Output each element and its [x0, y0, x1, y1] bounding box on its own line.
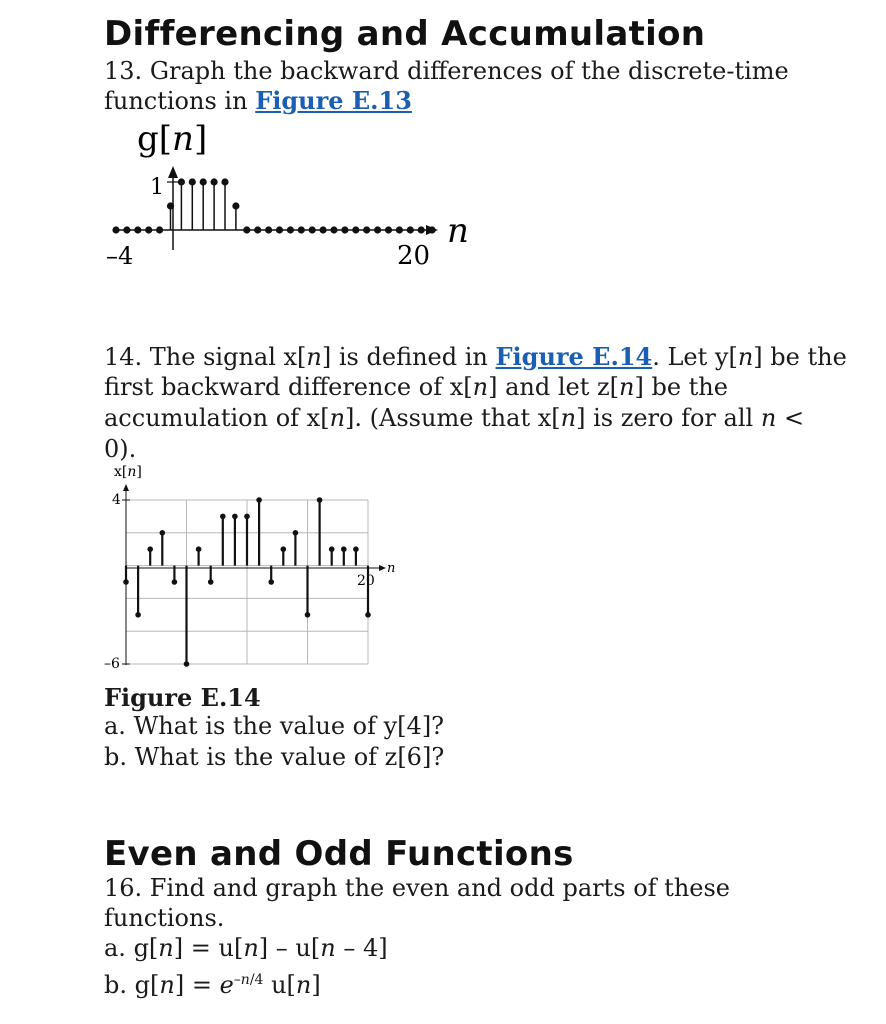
- q14-text-11: <: [783, 404, 805, 432]
- fig14-stem-point: [184, 661, 190, 667]
- fig13-stem-point: [221, 178, 228, 185]
- q16b-sup-minus: –: [233, 972, 241, 988]
- fig13-stem-point: [374, 226, 381, 233]
- fig13-stem-point: [341, 226, 348, 233]
- question-16-part-a: [104, 933, 388, 963]
- q16b-text-1: b. g[: [104, 971, 160, 999]
- section-heading-even-odd: Even and Odd Functions: [104, 834, 574, 874]
- fig14-stem-point: [329, 546, 335, 552]
- q16a-text-4: – 4]: [343, 934, 388, 962]
- fig13-stem-point: [200, 178, 207, 185]
- q16b-sup-exp: /4: [249, 972, 264, 988]
- figure-e14-link[interactable]: Figure E.14: [495, 342, 653, 371]
- fig13-title: g[n]: [137, 119, 208, 159]
- fig13-stem-point: [167, 202, 174, 209]
- question-13: [104, 56, 789, 86]
- q14-text-4: ] be the: [753, 343, 847, 371]
- figure-e14: [100, 460, 410, 680]
- question-14-part-a: a. What is the value of y[4]?: [104, 712, 445, 740]
- fig14-ylabel: x[n]: [114, 464, 142, 480]
- fig13-stem-point: [298, 226, 305, 233]
- fig14-stem-point: [353, 546, 359, 552]
- fig14-stem-point: [123, 579, 129, 585]
- fig13-stem-point: [112, 226, 119, 233]
- q14-text-8: accumulation of x[: [104, 404, 330, 432]
- fig14-stem-point: [365, 612, 371, 618]
- fig14-axis-var: n: [387, 561, 396, 576]
- fig13-stem-point: [429, 226, 436, 233]
- q14-var: n: [737, 343, 754, 371]
- fig13-stem-point: [189, 178, 196, 185]
- q16-var: n: [320, 934, 336, 962]
- fig13-xmin-label: –4: [106, 242, 134, 270]
- fig14-stem-point: [220, 514, 226, 520]
- q16a-text-1: a. g[: [104, 934, 159, 962]
- q14-var: n: [306, 343, 322, 371]
- fig13-stem-point: [123, 226, 130, 233]
- figure-e13-link[interactable]: Figure E.13: [255, 86, 412, 115]
- q14-text-6: ] and let z[: [488, 373, 619, 401]
- q16b-e: e: [219, 971, 234, 999]
- fig14-stem-point: [293, 530, 299, 536]
- question-14-line2: [104, 372, 728, 402]
- fig13-stem-point: [385, 226, 392, 233]
- fig13-stem-point: [145, 226, 152, 233]
- question-14-line1: [104, 342, 847, 372]
- fig13-stem-point: [407, 226, 414, 233]
- q13-text-2: functions in: [104, 87, 248, 115]
- q16-var: n: [243, 934, 259, 962]
- fig13-stem-point: [363, 226, 370, 233]
- figure-e13-plot: [104, 112, 484, 282]
- q16-var: n: [159, 971, 175, 999]
- fig13-stem-point: [254, 226, 261, 233]
- fig14-xtick-label: 20: [357, 573, 375, 589]
- fig14-x-arrow: [379, 565, 386, 571]
- fig14-stem-point: [196, 546, 202, 552]
- fig13-stem-point: [320, 226, 327, 233]
- q14-var: n: [472, 373, 489, 401]
- fig13-stem-point: [211, 178, 218, 185]
- q14-text-2: ] is defined in: [321, 343, 488, 371]
- q16a-text-3: ] – u[: [258, 934, 321, 962]
- figure-e13: [104, 112, 484, 282]
- fig14-ytop-label: 4: [112, 492, 121, 508]
- fig13-stem-point: [232, 202, 239, 209]
- question-14-line4: 0).: [104, 435, 137, 463]
- fig14-ybottom-label: –6: [104, 656, 120, 672]
- fig14-stem-point: [172, 579, 178, 585]
- fig14-stem-point: [135, 612, 141, 618]
- q14-var: n: [760, 404, 777, 432]
- q13-number: 13.: [104, 57, 143, 85]
- fig13-y-arrow: [168, 166, 178, 178]
- question-16-line2: functions.: [104, 904, 225, 932]
- fig13-stem-point: [330, 226, 337, 233]
- q14-text-3: . Let y[: [652, 343, 738, 371]
- fig14-y-arrow: [123, 484, 129, 491]
- fig13-stem-point: [418, 226, 425, 233]
- question-16-line1: 16. Find and graph the even and odd parts of these: [104, 874, 730, 902]
- fig14-stem-point: [268, 579, 274, 585]
- q14-text-7: ] be the: [634, 373, 728, 401]
- fig13-xmax-label: 20: [397, 241, 431, 271]
- fig14-stem-point: [160, 530, 166, 536]
- q13-text: Graph the backward differences of the discrete-time: [149, 57, 789, 85]
- fig13-stem-point: [396, 226, 403, 233]
- fig14-stem-point: [305, 612, 311, 618]
- fig14-stem-point: [244, 514, 250, 520]
- fig14-stem-point: [281, 546, 287, 552]
- fig13-stem-point: [178, 178, 185, 185]
- fig14-stem-point: [256, 497, 262, 503]
- q14-var: n: [560, 404, 577, 432]
- fig13-stem-point: [243, 226, 250, 233]
- q16b-text-2: ] =: [174, 971, 212, 999]
- section-heading-differencing: Differencing and Accumulation: [104, 14, 706, 54]
- fig13-stem-point: [134, 226, 141, 233]
- question-14-part-b: b. What is the value of z[6]?: [104, 743, 445, 771]
- q16b-sup-n: n: [240, 972, 250, 988]
- q16a-text-2: ] = u[: [173, 934, 244, 962]
- question-14-line3: [104, 403, 804, 433]
- q16b-text-3: u[: [271, 971, 296, 999]
- figure-e14-caption: Figure E.14: [104, 683, 261, 712]
- q16-var: n: [295, 971, 312, 999]
- fig14-stem-point: [341, 546, 347, 552]
- fig14-stem-point: [317, 497, 323, 503]
- q14-text-9: ]. (Assume that x[: [345, 404, 561, 432]
- fig14-grid: [122, 500, 368, 664]
- question-16-part-b: [104, 965, 321, 1000]
- fig14-stem-point: [147, 546, 153, 552]
- fig13-stem-point: [156, 226, 163, 233]
- fig13-stem-point: [309, 226, 316, 233]
- fig14-stem-point: [232, 514, 238, 520]
- fig13-axis-var: n: [447, 211, 469, 251]
- fig13-stem-point: [276, 226, 283, 233]
- q16b-text-4: ]: [311, 971, 321, 999]
- q14-text-5: first backward difference of x[: [104, 373, 473, 401]
- q16-var: n: [158, 934, 174, 962]
- q14-text-10: ] is zero for all: [576, 404, 754, 432]
- fig13-stem-point: [287, 226, 294, 233]
- q14-text-1: 14. The signal x[: [104, 343, 307, 371]
- figure-e14-plot: [100, 460, 410, 680]
- fig13-stem-point: [352, 226, 359, 233]
- q14-var: n: [329, 404, 346, 432]
- q14-var: n: [619, 373, 635, 401]
- fig14-stem-point: [208, 579, 214, 585]
- fig13-tick-one-label: 1: [150, 175, 164, 200]
- fig13-stem-point: [265, 226, 272, 233]
